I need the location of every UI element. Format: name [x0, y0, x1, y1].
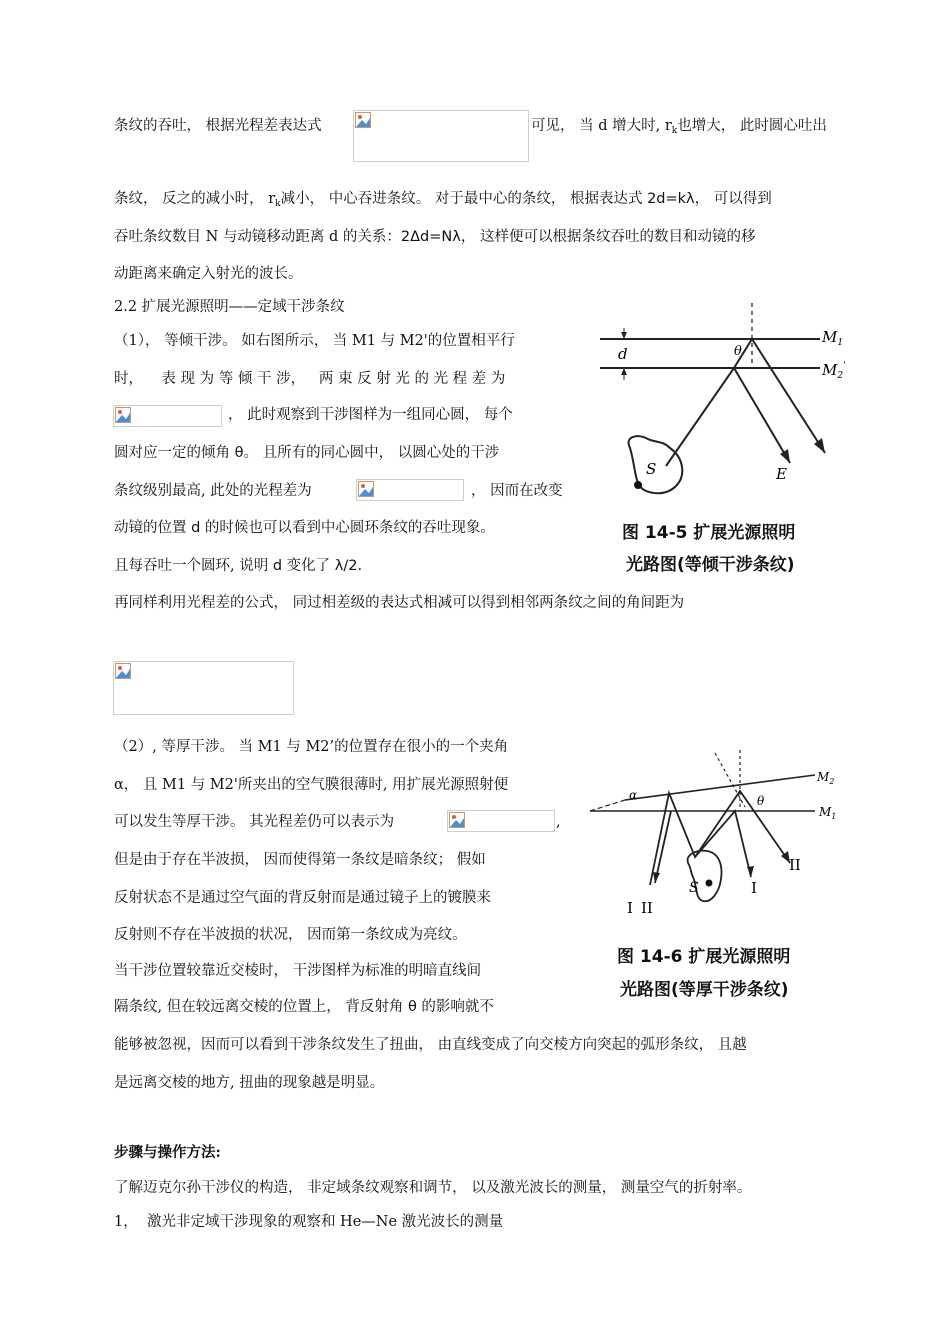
text-segment: 变化了 [282, 558, 335, 574]
paragraph-line [114, 264, 303, 284]
broken-image-icon [449, 812, 465, 828]
text-segment: . [357, 558, 363, 574]
section-heading [114, 297, 345, 317]
arrow-head [621, 332, 627, 339]
text-segment: 能够被忽视，因而可以看到干涉条纹发生了扭曲， 由直线变成了向交棱方向突起的弧形条纹， 且越 [114, 1037, 747, 1053]
label-ray-ii-left: II [641, 899, 653, 917]
text-segment: 再同样利用光程差的公式， 同过相差级的表达式相减可以得到相邻两条纹之间的角间距为 [114, 595, 685, 611]
text-segment: 隔条纹, 但在较远离交棱的位置上， 背反射角 [114, 999, 408, 1015]
text-segment: 1， 激光非定域干涉现象的观察和 He—Ne 激光波长的测量 [114, 1214, 504, 1230]
paragraph-line [114, 189, 772, 214]
paragraph-line [556, 812, 561, 832]
text-segment: ， 因而在改变 [471, 483, 563, 499]
text-segment: 了解迈克尔孙干涉仪的构造， 非定域条纹观察和调节， 以及激光波长的测量， 测量空气的折射率。 [114, 1180, 752, 1196]
source-point [706, 880, 713, 887]
ray-path-1 [650, 791, 790, 885]
paragraph-line [471, 481, 563, 501]
label-s: S [689, 880, 699, 896]
label-m1: $M_1$ [819, 805, 837, 821]
text-segment: 可以发生等厚干涉。 其光程差仍可以表示为 [114, 814, 395, 830]
broken-image-icon [355, 112, 371, 128]
formula-text: 2Δd=Nλ [400, 229, 461, 245]
text-segment: 时， 表 现 为 等 倾 干 涉， 两 束 反 射 光 的 光 程 差 为 [114, 371, 506, 387]
figure-caption-line2: 光路图(等倾干涉条纹) [626, 555, 795, 575]
label-theta: θ [757, 794, 765, 808]
formula-text: θ [234, 445, 244, 461]
section-title: 2.2 扩展光源照明——定域干涉条纹 [114, 299, 345, 315]
formula-image-placeholder [353, 110, 529, 162]
label-m1: $M_1$ [822, 328, 844, 348]
mirror-m2-extension [590, 800, 625, 811]
label-theta: θ [734, 344, 742, 359]
text-segment: 动镜的位置 [114, 520, 192, 536]
label-e: E [776, 465, 787, 483]
figure-caption-line1: 图 14-6 扩展光源照明 [617, 947, 791, 967]
paragraph-line [114, 775, 508, 795]
paragraph-line [114, 556, 362, 576]
arrow-head [653, 872, 660, 883]
text-segment: 条纹的吞吐， 根据光程差表达式 [114, 118, 322, 134]
label-m2: $M_2'$ [822, 361, 846, 381]
paragraph-line [114, 737, 508, 757]
text-segment: 条纹级别最高, 此处的光程差为 [114, 483, 312, 499]
paragraph-line [114, 997, 494, 1017]
text-segment: 动距离来确定入射光的波长。 [114, 266, 303, 282]
figure-equal-inclination-diagram [600, 298, 860, 508]
text-segment: , [556, 814, 561, 830]
formula-image-placeholder [113, 661, 294, 715]
label-ray-i-left: I [627, 899, 633, 917]
paragraph-line [114, 888, 491, 908]
paragraph-line [228, 405, 513, 425]
label-ray-i-right: I [751, 879, 757, 897]
paragraph-line [114, 116, 322, 136]
formula-image-placeholder [113, 405, 222, 427]
text-segment: α， 且 M1 与 M2'所夹出的空气膜很薄时, 用扩展光源照射便 [114, 777, 509, 793]
paragraph-line [114, 850, 486, 870]
text-segment: 反射状态不是通过空气面的背反射而是通过镜子上的镀膜来 [114, 890, 491, 906]
text-segment: ， 此时观察到干涉图样为一组同心圆， 每个 [228, 407, 513, 423]
paragraph-line [114, 1035, 747, 1055]
paragraph-line [114, 227, 755, 247]
text-segment: 反射则不存在半波损的状况， 因而第一条纹成为亮纹。 [114, 927, 467, 943]
paragraph-line [114, 1073, 384, 1093]
section-title: 步骤与操作方法: [114, 1144, 221, 1161]
paragraph-line [114, 961, 481, 981]
text-segment: 减小， 中心吞进条纹。 对于最中心的条纹， 根据表达式 [280, 191, 648, 207]
broken-image-icon [115, 407, 131, 423]
source-point [634, 481, 642, 489]
paragraph-line [531, 116, 827, 141]
text-segment: ， 可以得到 [694, 191, 772, 207]
subscript: k [275, 199, 281, 209]
label-s: S [646, 460, 657, 478]
ray-path-2 [734, 368, 790, 463]
paragraph-line [114, 1178, 751, 1198]
broken-image-icon [358, 481, 374, 497]
label-alpha: α [629, 788, 638, 802]
arrow-head [747, 866, 754, 877]
text-segment: （1）， 等倾干涉。 如右图所示， 当 M1 与 M2'的位置相平行 [114, 333, 515, 349]
text-segment: 也增大， 此时圆心吐出 [677, 118, 827, 134]
text-segment: 的时候也可以看到中心圆环条纹的吞吐现象。 [200, 520, 495, 536]
text-segment: 当干涉位置较靠近交棱时， 干涉图样为标准的明暗直线间 [114, 963, 482, 979]
ray-path-1 [666, 339, 825, 466]
formula-text: 2d=kλ [647, 191, 695, 207]
formula-text: θ [407, 999, 417, 1015]
paragraph-line [114, 481, 312, 501]
paragraph-line [114, 593, 684, 613]
paragraph-line [114, 369, 505, 389]
arrow-head [621, 368, 627, 375]
formula-image-placeholder [356, 479, 464, 501]
formula-text: d [272, 558, 283, 574]
formula-text: λ/2 [334, 558, 358, 574]
paragraph-line [114, 331, 515, 351]
text-segment: 条纹， 反之的减小时， r [114, 191, 276, 207]
arrow-head [780, 449, 790, 463]
text-segment: 的影响就不 [416, 999, 494, 1015]
section-heading [114, 1143, 221, 1163]
text-segment: 圆对应一定的倾角 [114, 445, 235, 461]
figure-caption-line1: 图 14-5 扩展光源照明 [622, 523, 796, 543]
label-ray-ii-right: II [789, 856, 801, 874]
text-segment: 可见， 当 d 增大时, r [531, 118, 672, 134]
paragraph-line [114, 443, 499, 463]
paragraph-line [114, 1212, 503, 1232]
figure-equal-thickness-diagram [585, 745, 855, 930]
text-segment: 吞吐条纹数目 N 与动镜移动距离 d 的关系： [114, 229, 401, 245]
text-segment: 。 且所有的同心圆中， 以圆心处的干涉 [243, 445, 500, 461]
paragraph-line [114, 812, 394, 832]
formula-text: d [191, 520, 201, 536]
text-segment: 是远离交棱的地方, 扭曲的现象越是明显。 [114, 1075, 385, 1091]
paragraph-line [114, 925, 467, 945]
paragraph-line [114, 518, 495, 538]
subscript: k [671, 126, 678, 136]
label-m2: $M_2$ [817, 770, 835, 786]
text-segment: （2）, 等厚干涉。 当 M1 与 M2’的位置存在很小的一个夹角 [114, 739, 509, 755]
mirror-m2-line [625, 775, 815, 800]
formula-image-placeholder [447, 810, 555, 832]
label-d: d [618, 345, 628, 363]
broken-image-icon [115, 663, 131, 679]
figure-caption-line2: 光路图(等厚干涉条纹) [620, 980, 789, 1000]
text-segment: ， 这样便可以根据条纹吞吐的数目和动镜的移 [460, 229, 756, 245]
text-segment: 且每吞吐一个圆环, 说明 [114, 558, 273, 574]
text-segment: 但是由于存在半波损， 因而使得第一条纹是暗条纹； 假如 [114, 852, 486, 868]
